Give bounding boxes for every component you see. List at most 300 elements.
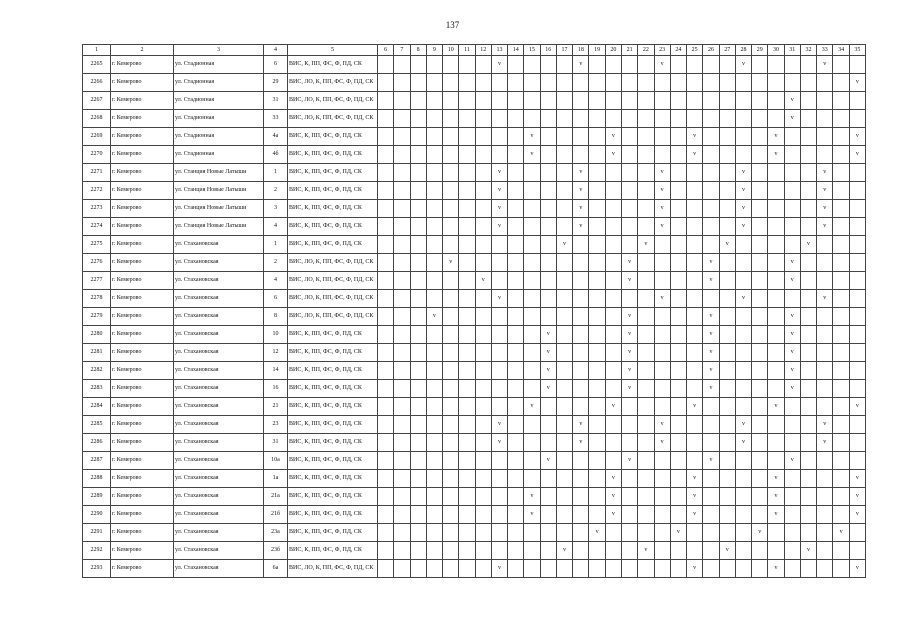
check-mark: v — [524, 398, 540, 416]
empty-cell — [687, 524, 703, 542]
empty-cell — [475, 488, 491, 506]
work-types-cell: ВИС, К, ПП, ФС, Ф, ПД, СК — [288, 236, 378, 254]
empty-cell — [410, 200, 426, 218]
check-mark: v — [784, 272, 800, 290]
check-mark: v — [573, 218, 589, 236]
empty-cell — [459, 254, 475, 272]
house-number-cell: 12 — [264, 344, 288, 362]
empty-cell — [670, 254, 686, 272]
city-cell: г. Кемерово — [111, 290, 174, 308]
street-cell: ул. Стахановская — [174, 254, 264, 272]
empty-cell — [719, 110, 735, 128]
street-cell: ул. Стадионная — [174, 56, 264, 74]
work-types-cell: ВИС, К, ПП, ФС, Ф, ПД, СК — [288, 218, 378, 236]
empty-cell — [670, 236, 686, 254]
empty-cell — [556, 452, 572, 470]
street-cell: ул. Станция Новые Латыши — [174, 164, 264, 182]
empty-cell — [752, 74, 768, 92]
empty-cell — [784, 524, 800, 542]
city-cell: г. Кемерово — [111, 128, 174, 146]
check-mark: v — [687, 146, 703, 164]
check-mark: v — [703, 272, 719, 290]
empty-cell — [621, 128, 637, 146]
empty-cell — [800, 416, 816, 434]
empty-cell — [491, 380, 507, 398]
empty-cell — [687, 56, 703, 74]
table-row — [83, 326, 866, 344]
check-mark: v — [784, 452, 800, 470]
empty-cell — [475, 326, 491, 344]
empty-cell — [735, 308, 751, 326]
check-mark: v — [556, 542, 572, 560]
empty-cell — [491, 92, 507, 110]
empty-cell — [687, 326, 703, 344]
empty-cell — [752, 362, 768, 380]
empty-cell — [670, 200, 686, 218]
empty-cell — [817, 236, 833, 254]
empty-cell — [556, 524, 572, 542]
column-header-1: 1 — [83, 45, 111, 56]
row-number: 2293 — [83, 560, 111, 578]
empty-cell — [605, 164, 621, 182]
empty-cell — [833, 218, 849, 236]
empty-cell — [426, 164, 442, 182]
empty-cell — [491, 110, 507, 128]
empty-cell — [849, 542, 865, 560]
empty-cell — [410, 524, 426, 542]
empty-cell — [621, 146, 637, 164]
empty-cell — [426, 56, 442, 74]
empty-cell — [768, 434, 784, 452]
empty-cell — [605, 434, 621, 452]
street-cell: ул. Стахановская — [174, 308, 264, 326]
empty-cell — [426, 470, 442, 488]
empty-cell — [508, 416, 524, 434]
city-cell: г. Кемерово — [111, 470, 174, 488]
empty-cell — [849, 326, 865, 344]
empty-cell — [459, 488, 475, 506]
empty-cell — [800, 92, 816, 110]
row-number: 2280 — [83, 326, 111, 344]
column-header-11: 11 — [459, 45, 475, 56]
empty-cell — [378, 470, 394, 488]
empty-cell — [670, 344, 686, 362]
empty-cell — [410, 272, 426, 290]
empty-cell — [410, 380, 426, 398]
empty-cell — [524, 92, 540, 110]
empty-cell — [752, 56, 768, 74]
empty-cell — [638, 506, 654, 524]
check-mark: v — [654, 290, 670, 308]
empty-cell — [638, 470, 654, 488]
empty-cell — [410, 110, 426, 128]
column-header-6: 6 — [378, 45, 394, 56]
check-mark: v — [800, 236, 816, 254]
city-cell: г. Кемерово — [111, 398, 174, 416]
empty-cell — [703, 164, 719, 182]
street-cell: ул. Стадионная — [174, 110, 264, 128]
empty-cell — [703, 236, 719, 254]
empty-cell — [410, 254, 426, 272]
empty-cell — [540, 398, 556, 416]
empty-cell — [378, 362, 394, 380]
empty-cell — [670, 416, 686, 434]
empty-cell — [394, 344, 410, 362]
check-mark: v — [573, 200, 589, 218]
empty-cell — [378, 560, 394, 578]
check-mark: v — [654, 182, 670, 200]
empty-cell — [638, 344, 654, 362]
empty-cell — [768, 362, 784, 380]
empty-cell — [573, 560, 589, 578]
empty-cell — [784, 200, 800, 218]
empty-cell — [540, 146, 556, 164]
empty-cell — [524, 362, 540, 380]
empty-cell — [752, 128, 768, 146]
empty-cell — [508, 506, 524, 524]
empty-cell — [524, 344, 540, 362]
check-mark: v — [621, 452, 637, 470]
empty-cell — [638, 560, 654, 578]
column-header-21: 21 — [621, 45, 637, 56]
address-register-table — [82, 44, 866, 578]
check-mark: v — [849, 470, 865, 488]
empty-cell — [833, 470, 849, 488]
column-header-30: 30 — [768, 45, 784, 56]
empty-cell — [817, 308, 833, 326]
check-mark: v — [817, 434, 833, 452]
row-number: 2290 — [83, 506, 111, 524]
column-header-35: 35 — [849, 45, 865, 56]
empty-cell — [540, 470, 556, 488]
empty-cell — [459, 452, 475, 470]
empty-cell — [687, 272, 703, 290]
column-header-29: 29 — [752, 45, 768, 56]
empty-cell — [573, 380, 589, 398]
empty-cell — [426, 560, 442, 578]
empty-cell — [703, 506, 719, 524]
empty-cell — [443, 560, 459, 578]
empty-cell — [475, 434, 491, 452]
empty-cell — [556, 182, 572, 200]
empty-cell — [573, 452, 589, 470]
empty-cell — [849, 92, 865, 110]
empty-cell — [459, 344, 475, 362]
empty-cell — [849, 110, 865, 128]
empty-cell — [378, 344, 394, 362]
empty-cell — [459, 560, 475, 578]
empty-cell — [410, 416, 426, 434]
empty-cell — [719, 92, 735, 110]
row-number: 2288 — [83, 470, 111, 488]
empty-cell — [524, 218, 540, 236]
street-cell: ул. Стахановская — [174, 272, 264, 290]
empty-cell — [589, 344, 605, 362]
empty-cell — [833, 380, 849, 398]
table-row — [83, 128, 866, 146]
street-cell: ул. Станция Новые Латыши — [174, 200, 264, 218]
empty-cell — [833, 200, 849, 218]
city-cell: г. Кемерово — [111, 542, 174, 560]
empty-cell — [491, 470, 507, 488]
empty-cell — [800, 362, 816, 380]
column-header-31: 31 — [784, 45, 800, 56]
empty-cell — [475, 308, 491, 326]
empty-cell — [556, 344, 572, 362]
empty-cell — [443, 398, 459, 416]
work-types-cell: ВИС, К, ПП, ФС, Ф, ПД, СК — [288, 128, 378, 146]
empty-cell — [654, 308, 670, 326]
empty-cell — [589, 542, 605, 560]
row-number: 2291 — [83, 524, 111, 542]
empty-cell — [443, 326, 459, 344]
empty-cell — [394, 74, 410, 92]
check-mark: v — [719, 236, 735, 254]
empty-cell — [735, 128, 751, 146]
empty-cell — [573, 344, 589, 362]
work-types-cell: ВИС, К, ПП, ФС, Ф, ПД, СК — [288, 200, 378, 218]
empty-cell — [768, 218, 784, 236]
empty-cell — [670, 110, 686, 128]
empty-cell — [784, 164, 800, 182]
empty-cell — [621, 560, 637, 578]
empty-cell — [654, 470, 670, 488]
empty-cell — [605, 362, 621, 380]
column-header-28: 28 — [735, 45, 751, 56]
house-number-cell: 31 — [264, 434, 288, 452]
empty-cell — [719, 560, 735, 578]
empty-cell — [719, 146, 735, 164]
empty-cell — [443, 380, 459, 398]
empty-cell — [833, 164, 849, 182]
empty-cell — [800, 308, 816, 326]
empty-cell — [524, 236, 540, 254]
column-header-32: 32 — [800, 45, 816, 56]
empty-cell — [687, 182, 703, 200]
empty-cell — [817, 524, 833, 542]
check-mark: v — [687, 506, 703, 524]
empty-cell — [833, 416, 849, 434]
empty-cell — [784, 488, 800, 506]
empty-cell — [833, 506, 849, 524]
empty-cell — [540, 128, 556, 146]
empty-cell — [426, 506, 442, 524]
empty-cell — [605, 110, 621, 128]
empty-cell — [800, 524, 816, 542]
empty-cell — [670, 398, 686, 416]
empty-cell — [475, 146, 491, 164]
empty-cell — [426, 218, 442, 236]
city-cell: г. Кемерово — [111, 362, 174, 380]
street-cell: ул. Стахановская — [174, 560, 264, 578]
empty-cell — [426, 236, 442, 254]
row-number: 2282 — [83, 362, 111, 380]
empty-cell — [638, 398, 654, 416]
empty-cell — [426, 110, 442, 128]
empty-cell — [784, 218, 800, 236]
empty-cell — [475, 182, 491, 200]
table-row — [83, 416, 866, 434]
empty-cell — [703, 290, 719, 308]
city-cell: г. Кемерово — [111, 506, 174, 524]
empty-cell — [768, 182, 784, 200]
check-mark: v — [621, 272, 637, 290]
empty-cell — [426, 434, 442, 452]
empty-cell — [556, 362, 572, 380]
column-header-2: 2 — [111, 45, 174, 56]
empty-cell — [410, 560, 426, 578]
row-number: 2289 — [83, 488, 111, 506]
city-cell: г. Кемерово — [111, 488, 174, 506]
house-number-cell: 16 — [264, 380, 288, 398]
row-number: 2267 — [83, 92, 111, 110]
empty-cell — [573, 506, 589, 524]
empty-cell — [378, 290, 394, 308]
empty-cell — [589, 362, 605, 380]
empty-cell — [426, 488, 442, 506]
empty-cell — [508, 362, 524, 380]
work-types-cell: ВИС, К, ПП, ФС, Ф, ПД, СК — [288, 470, 378, 488]
empty-cell — [475, 74, 491, 92]
empty-cell — [410, 488, 426, 506]
city-cell: г. Кемерово — [111, 92, 174, 110]
empty-cell — [394, 254, 410, 272]
empty-cell — [654, 326, 670, 344]
work-types-cell: ВИС, К, ПП, ФС, Ф, ПД, СК — [288, 542, 378, 560]
empty-cell — [443, 200, 459, 218]
house-number-cell: 2 — [264, 182, 288, 200]
empty-cell — [849, 182, 865, 200]
empty-cell — [410, 452, 426, 470]
empty-cell — [703, 200, 719, 218]
empty-cell — [394, 470, 410, 488]
work-types-cell: ВИС, ЛО, К, ПП, ФС, Ф, ПД, СК — [288, 92, 378, 110]
table-row — [83, 164, 866, 182]
empty-cell — [378, 524, 394, 542]
empty-cell — [735, 254, 751, 272]
empty-cell — [394, 416, 410, 434]
empty-cell — [817, 146, 833, 164]
check-mark: v — [849, 488, 865, 506]
empty-cell — [378, 254, 394, 272]
table-row — [83, 182, 866, 200]
check-mark: v — [735, 416, 751, 434]
empty-cell — [459, 128, 475, 146]
empty-cell — [589, 110, 605, 128]
empty-cell — [394, 326, 410, 344]
house-number-cell: 4а — [264, 128, 288, 146]
empty-cell — [670, 164, 686, 182]
table-row — [83, 344, 866, 362]
empty-cell — [784, 542, 800, 560]
empty-cell — [540, 218, 556, 236]
empty-cell — [556, 416, 572, 434]
empty-cell — [800, 74, 816, 92]
empty-cell — [491, 524, 507, 542]
street-cell: ул. Стахановская — [174, 380, 264, 398]
empty-cell — [735, 452, 751, 470]
empty-cell — [556, 308, 572, 326]
empty-cell — [784, 434, 800, 452]
empty-cell — [443, 128, 459, 146]
city-cell: г. Кемерово — [111, 56, 174, 74]
empty-cell — [573, 488, 589, 506]
empty-cell — [394, 362, 410, 380]
city-cell: г. Кемерово — [111, 416, 174, 434]
empty-cell — [426, 380, 442, 398]
house-number-cell: 31 — [264, 92, 288, 110]
table-row — [83, 506, 866, 524]
empty-cell — [556, 110, 572, 128]
empty-cell — [800, 182, 816, 200]
check-mark: v — [833, 524, 849, 542]
empty-cell — [475, 254, 491, 272]
empty-cell — [540, 290, 556, 308]
empty-cell — [752, 434, 768, 452]
empty-cell — [800, 326, 816, 344]
empty-cell — [394, 488, 410, 506]
empty-cell — [394, 380, 410, 398]
empty-cell — [768, 110, 784, 128]
empty-cell — [410, 434, 426, 452]
empty-cell — [491, 308, 507, 326]
city-cell: г. Кемерово — [111, 146, 174, 164]
empty-cell — [833, 308, 849, 326]
empty-cell — [752, 92, 768, 110]
check-mark: v — [654, 56, 670, 74]
empty-cell — [817, 542, 833, 560]
row-number: 2265 — [83, 56, 111, 74]
empty-cell — [670, 362, 686, 380]
check-mark: v — [687, 560, 703, 578]
empty-cell — [491, 506, 507, 524]
empty-cell — [540, 434, 556, 452]
empty-cell — [638, 416, 654, 434]
empty-cell — [654, 560, 670, 578]
empty-cell — [410, 146, 426, 164]
empty-cell — [800, 146, 816, 164]
empty-cell — [378, 416, 394, 434]
empty-cell — [800, 164, 816, 182]
check-mark: v — [817, 182, 833, 200]
empty-cell — [410, 344, 426, 362]
empty-cell — [410, 470, 426, 488]
check-mark: v — [573, 182, 589, 200]
empty-cell — [443, 542, 459, 560]
empty-cell — [378, 398, 394, 416]
empty-cell — [459, 326, 475, 344]
empty-cell — [573, 254, 589, 272]
empty-cell — [524, 416, 540, 434]
empty-cell — [589, 506, 605, 524]
check-mark: v — [621, 380, 637, 398]
empty-cell — [443, 506, 459, 524]
check-mark: v — [784, 326, 800, 344]
empty-cell — [833, 128, 849, 146]
empty-cell — [849, 416, 865, 434]
table-row — [83, 308, 866, 326]
column-header-27: 27 — [719, 45, 735, 56]
house-number-cell: 3 — [264, 200, 288, 218]
empty-cell — [638, 380, 654, 398]
empty-cell — [621, 398, 637, 416]
work-types-cell: ВИС, ЛО, К, ПП, ФС, Ф, ПД, СК — [288, 272, 378, 290]
empty-cell — [556, 254, 572, 272]
empty-cell — [800, 434, 816, 452]
city-cell: г. Кемерово — [111, 182, 174, 200]
empty-cell — [443, 452, 459, 470]
empty-cell — [687, 110, 703, 128]
